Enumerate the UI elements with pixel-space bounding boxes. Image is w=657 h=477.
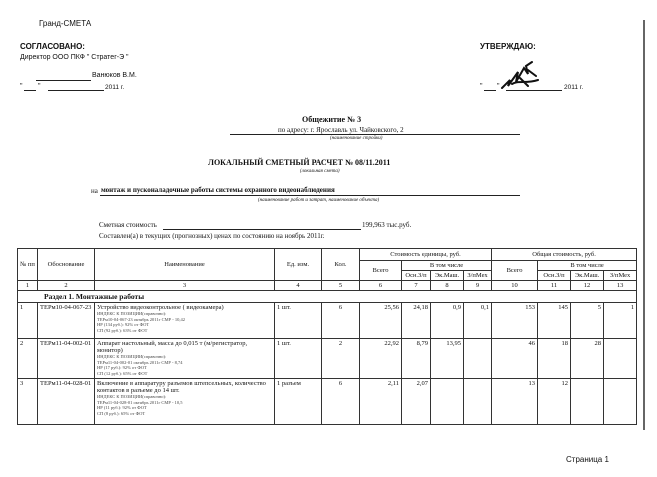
header-em: Эк.Маш. [431, 271, 464, 281]
row-total: 25,56 [360, 303, 402, 339]
signature-scribble [498, 58, 550, 94]
header-name: Наименование [95, 249, 275, 281]
row-zpm [464, 339, 492, 379]
col-num-cell: 2 [38, 281, 95, 291]
col-num-cell: 1 [18, 281, 38, 291]
row-osn: 24,18 [402, 303, 431, 339]
row-num: 2 [18, 339, 38, 379]
row-note: НР (17 руб.): 92% от ФОТ [97, 365, 147, 370]
section-row [18, 291, 637, 303]
row-total: 22,92 [360, 339, 402, 379]
row-zpm2 [604, 379, 637, 425]
row-name-cell [95, 303, 275, 339]
table-row [18, 303, 637, 339]
date-right-quote-open: " [480, 83, 483, 90]
row-basis: ТЕРм11-04-002-01 [38, 339, 95, 379]
row-osn: 8,79 [402, 339, 431, 379]
date-month-line-right [506, 90, 562, 91]
row-note: НР (134 руб.): 92% от ФОТ [97, 322, 150, 327]
director-line: Директор ООО ПКФ " Стратег-Э " [20, 54, 129, 61]
row-total2: 153 [492, 303, 538, 339]
date-left-quote-open: " [20, 83, 23, 90]
row-osn2: 12 [538, 379, 571, 425]
agreed-label: СОГЛАСОВАНО: [20, 42, 85, 51]
col-num-cell: 8 [431, 281, 464, 291]
row-osn2: 145 [538, 303, 571, 339]
header-zpm: З/пМех [464, 271, 492, 281]
col-num-cell: 11 [538, 281, 571, 291]
work-caption: (наименование работ и затрат, наименование объекта) [258, 198, 380, 203]
cost-value: 199,963 тыс.руб. [362, 221, 412, 229]
section-title: Раздел 1. Монтажные работы [18, 291, 637, 303]
date-month-line-left [48, 90, 104, 91]
row-zpm2 [604, 339, 637, 379]
col-num-cell: 12 [571, 281, 604, 291]
header-total-cost: Общая стоимость, руб. [492, 249, 637, 261]
row-note: ИНДЕКС К ПОЗИЦИИ(справочно): [97, 311, 167, 316]
date-day-line-left [24, 90, 36, 91]
object-name: Общежитие № 3 [302, 115, 362, 124]
page-edge-mark [643, 20, 645, 430]
row-em2 [571, 379, 604, 425]
row-em [431, 379, 464, 425]
date-left-quote-close: " [38, 83, 41, 90]
object-underline [230, 134, 520, 135]
row-note: СП (12 руб.): 65% от ФОТ [97, 370, 148, 376]
row-note: ИНДЕКС К ПОЗИЦИИ(справочно): [97, 354, 167, 359]
table-row [18, 379, 637, 425]
header-num: № пп [18, 249, 38, 281]
row-zpm: 0,1 [464, 303, 492, 339]
col-num-cell: 9 [464, 281, 492, 291]
row-total: 2,11 [360, 379, 402, 425]
col-num-cell: 6 [360, 281, 402, 291]
column-number-row [18, 281, 637, 291]
row-name-cell [95, 339, 275, 379]
row-em2: 5 [571, 303, 604, 339]
row-name: Устройство видеоконтрольное ( видеокамера) [97, 304, 224, 311]
signer-name: Ванюков В.М. [92, 72, 137, 79]
date-year-left: 2011 г. [105, 84, 125, 91]
work-name: монтаж и пусконаладочные работы системы охранного видеонаблюдения [101, 186, 335, 194]
estimate-table [17, 248, 637, 425]
col-num-cell: 5 [322, 281, 360, 291]
row-zpm [464, 379, 492, 425]
header-osn2: Осн.З/п [538, 271, 571, 281]
row-basis: ТЕРм11-04-028-01 [38, 379, 95, 425]
row-note: ТЕРм10-04-067-23 октябрь 2011г СМР - 10,42 [97, 316, 185, 322]
row-total2: 46 [492, 339, 538, 379]
estimate-title: ЛОКАЛЬНЫЙ СМЕТНЫЙ РАСЧЕТ № 08/11.2011 [208, 158, 391, 167]
row-basis: ТЕРм10-04-067-23 [38, 303, 95, 339]
col-num-cell: 13 [604, 281, 637, 291]
row-name-cell [95, 379, 275, 425]
row-qty: 2 [322, 339, 360, 379]
row-note: ИНДЕКС К ПОЗИЦИИ(справочно): [97, 394, 167, 399]
work-underline [100, 195, 520, 196]
header-incl2: В том числе [538, 261, 637, 271]
row-em: 0,9 [431, 303, 464, 339]
work-prefix: на [91, 187, 98, 195]
estimate-subtitle: (локальная смета) [300, 169, 340, 174]
row-note: ТЕРм11-04-002-01 октябрь 2011г СМР - 8,74 [97, 359, 183, 365]
row-note: СП (8 руб.): 65% от ФОТ [97, 410, 146, 416]
object-caption: (наименование стройки) [330, 136, 383, 141]
row-qty: 6 [322, 379, 360, 425]
header-basis: Обоснование [38, 249, 95, 281]
header-unit: Ед. изм. [275, 249, 322, 281]
date-right-quote-close: " [497, 83, 500, 90]
header-zpm2: З/пМех [604, 271, 637, 281]
row-num: 1 [18, 303, 38, 339]
row-em: 13,95 [431, 339, 464, 379]
row-unit: 1 шт. [275, 339, 322, 379]
object-address: по адресу: г. Ярославль ул. Чайковского, 2 [278, 126, 404, 134]
date-day-line-right [484, 90, 496, 91]
row-zpm2: 1 [604, 303, 637, 339]
page-number: Страница 1 [566, 455, 609, 464]
row-num: 3 [18, 379, 38, 425]
row-unit: 1 шт. [275, 303, 322, 339]
header-osn: Осн.З/п [402, 271, 431, 281]
header-row-1 [18, 249, 637, 261]
col-num-cell: 3 [95, 281, 275, 291]
col-num-cell: 4 [275, 281, 322, 291]
cost-underline [163, 229, 361, 230]
header-em2: Эк.Маш. [571, 271, 604, 281]
signature-line-left [36, 80, 91, 81]
row-unit: 1 разъем [275, 379, 322, 425]
header-total: Всего [360, 261, 402, 281]
row-osn: 2,07 [402, 379, 431, 425]
header-qty: Кол. [322, 249, 360, 281]
row-em2: 28 [571, 339, 604, 379]
prices-note: Составлен(а) в текущих (прогнозных) ценах по состоянию на ноябрь 2011г. [99, 232, 325, 240]
cost-label: Сметная стоимость [99, 221, 157, 229]
row-name: Аппарат настольный, масса до 0,015 т (м/регистратор, монитор) [97, 340, 248, 354]
date-year-right: 2011 г. [564, 84, 584, 91]
header-incl: В том числе [402, 261, 492, 271]
header-total2: Всего [492, 261, 538, 281]
col-num-cell: 10 [492, 281, 538, 291]
col-num-cell: 7 [402, 281, 431, 291]
app-name: Гранд-СМЕТА [39, 19, 92, 28]
row-note: НР (11 руб.): 92% от ФОТ [97, 405, 147, 410]
table-row [18, 339, 637, 379]
approve-label: УТВЕРЖДАЮ: [480, 42, 536, 51]
row-note: ТЕРм11-04-028-01 октябрь 2011г СМР - 10,5 [97, 399, 183, 405]
header-unit-cost: Стоимость единицы, руб. [360, 249, 492, 261]
row-osn2: 18 [538, 339, 571, 379]
row-note: СП (92 руб.): 63% от ФОТ [97, 327, 148, 333]
row-qty: 6 [322, 303, 360, 339]
row-name: Включение в аппаратуру разъемов штепсельных, количество контактов в разъеме до 14 шт. [97, 380, 266, 394]
row-total2: 13 [492, 379, 538, 425]
